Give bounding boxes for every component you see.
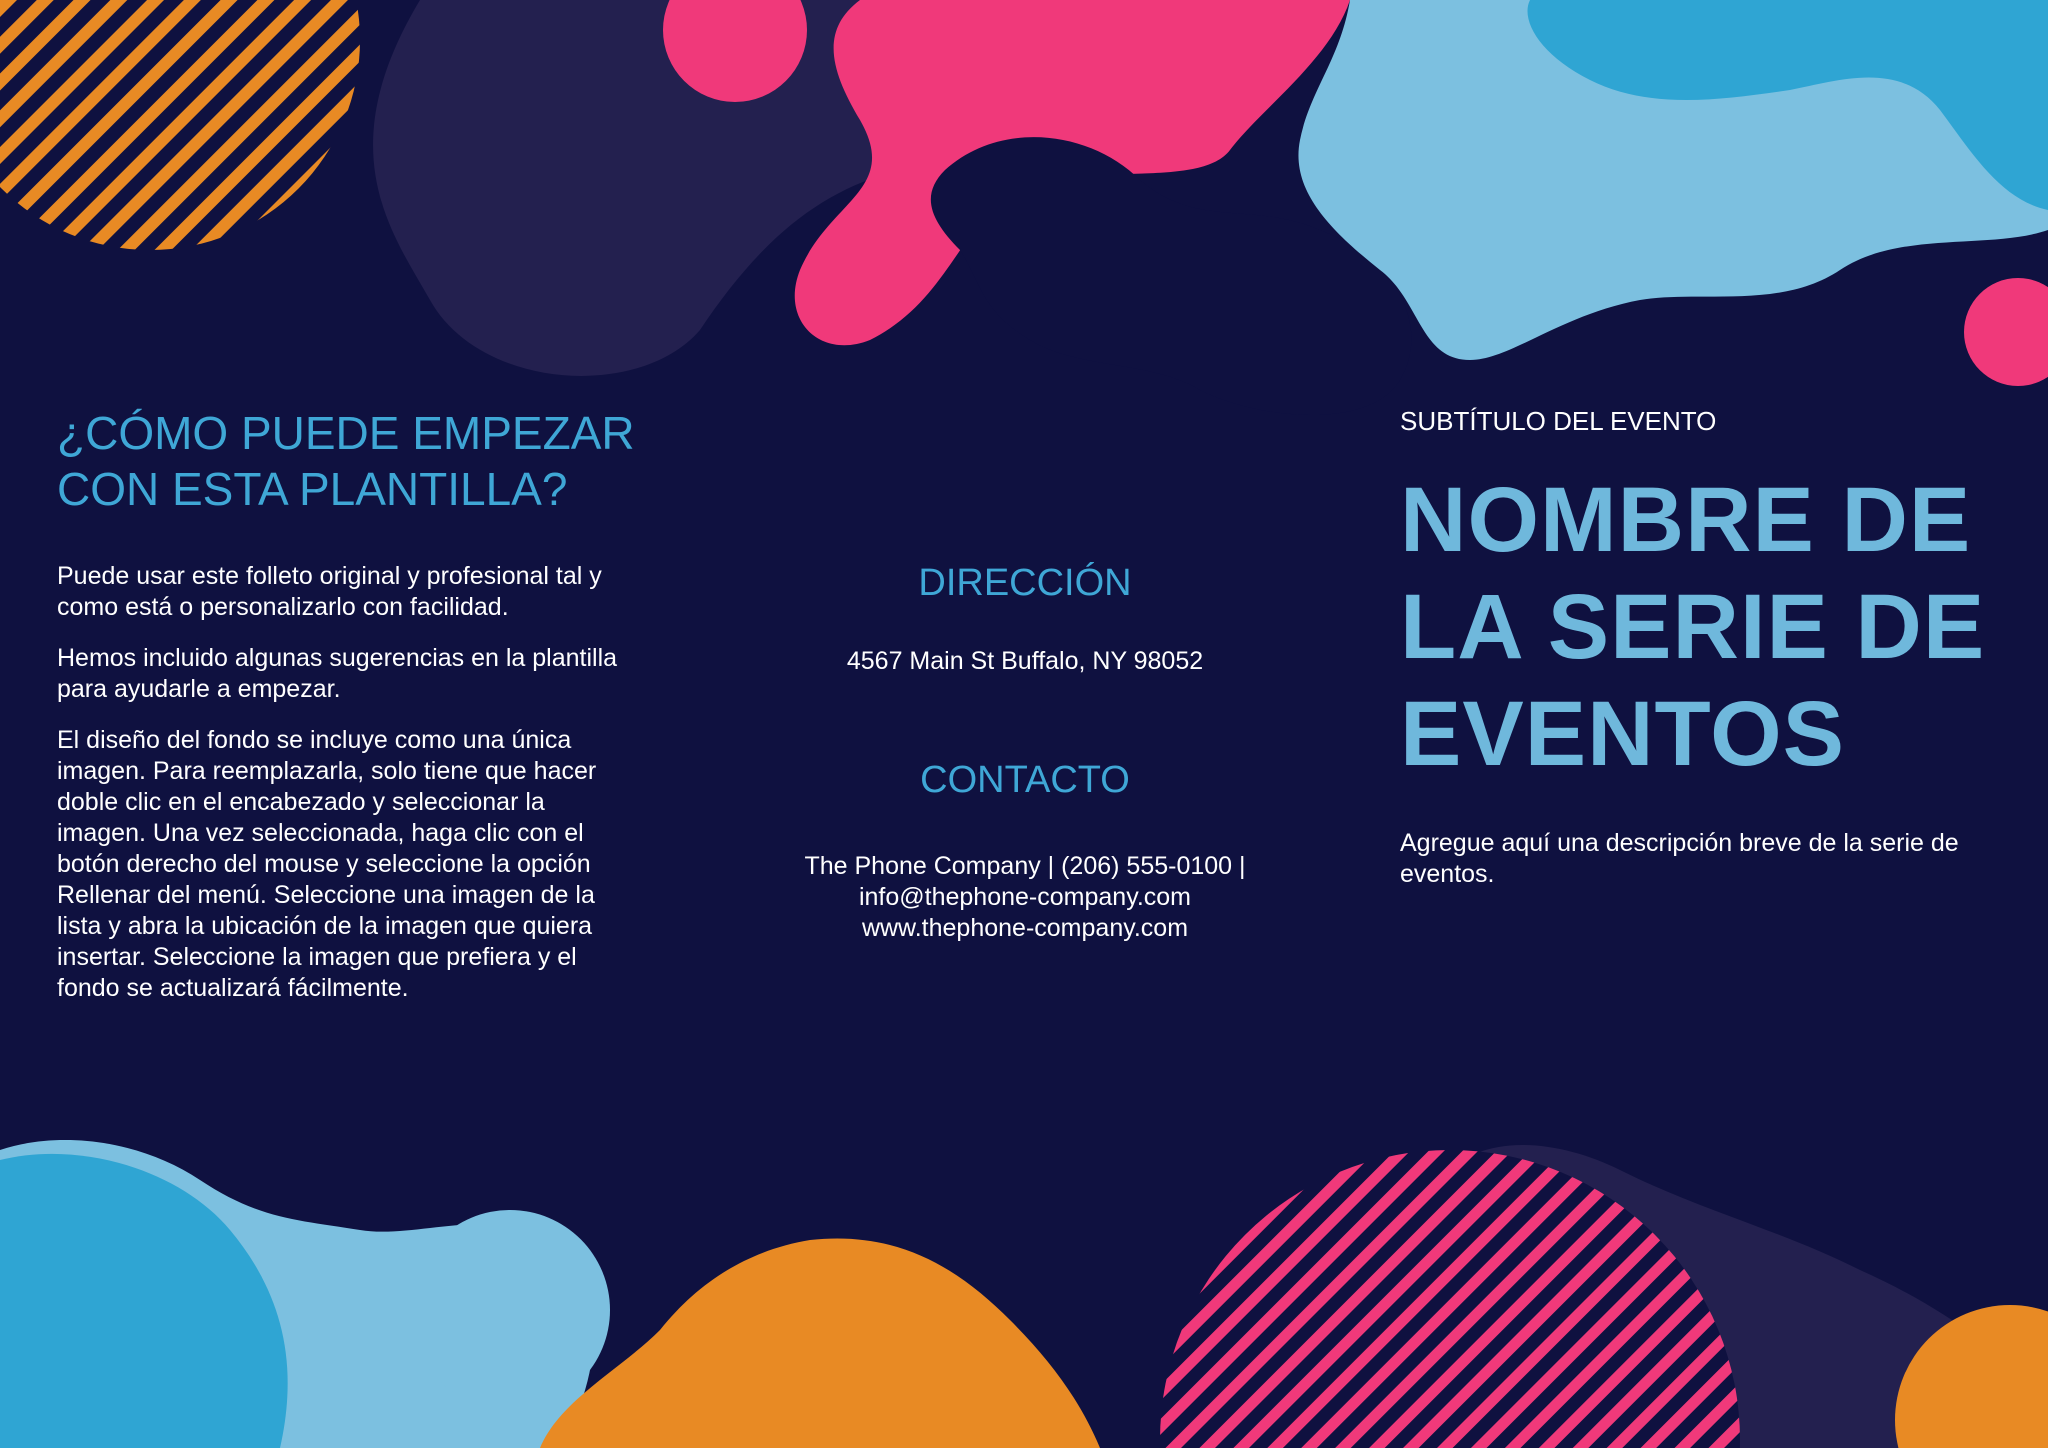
center-panel [705, 560, 1345, 944]
bottom-right-blob-cluster [1100, 1100, 2048, 1448]
event-series-title: NOMBRE DE LA SERIE DE EVENTOS [1400, 469, 1986, 785]
contact-email-line: info@thephone-company.com [858, 883, 1192, 911]
suggestions-paragraph: Hemos incluido algunas sugerencias en la plantilla para ayudarle a empezar. [57, 644, 618, 703]
intro-paragraph: Puede usar este folleto original y profesional tal y como está o personalizarlo con facilidad. [57, 562, 602, 621]
top-blob-cluster [373, 0, 2048, 415]
right-panel [1400, 405, 2000, 890]
background-instructions-paragraph: El diseño del fondo se incluye como una única imagen. Para reemplazarla, solo tiene que hacer doble clic en el encabezado y seleccionar la imagen. Una vez seleccionada, haga clic con el botón derecho del mouse y seleccione la opción Rellenar del menú. Seleccione una imagen de la lista y abra la ubicación de la imagen que quiera insertar. Seleccione la imagen que prefiera y el fondo se actualizará fácilmente. [57, 726, 597, 1002]
event-description: Agregue aquí una descripción breve de la serie de eventos. [1400, 829, 1959, 888]
how-to-start-heading: ¿CÓMO PUEDE EMPEZAR CON ESTA PLANTILLA? [57, 407, 635, 515]
bottom-left-blob-cluster [0, 1140, 610, 1448]
address-heading: DIRECCIÓN [918, 562, 1132, 604]
event-subtitle: SUBTÍTULO DEL EVENTO [1400, 406, 1717, 436]
contact-phone-line: The Phone Company | (206) 555-0100 | [804, 852, 1246, 880]
left-panel [57, 405, 637, 1024]
top-left-striped-circle [0, 0, 400, 260]
address-text: 4567 Main St Buffalo, NY 98052 [846, 647, 1204, 675]
contact-website-line: www.thephone-company.com [861, 914, 1189, 942]
bottom-center-orange-blob [540, 1238, 1100, 1448]
contact-details [705, 851, 1345, 944]
contact-heading: CONTACTO [920, 759, 1130, 801]
